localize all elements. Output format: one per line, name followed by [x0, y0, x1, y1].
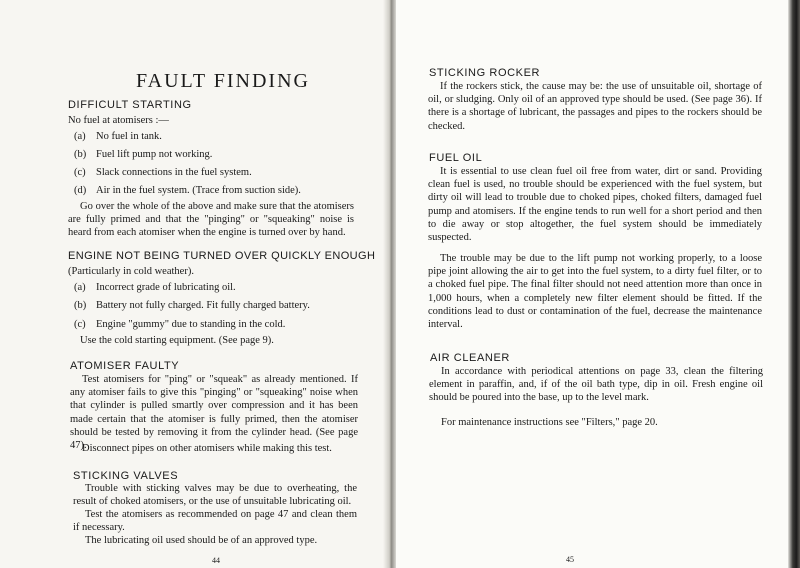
heading-fuel-oil: FUEL OIL: [429, 152, 483, 164]
engine-not-turned-note: Use the cold starting equipment. (See page 9).: [80, 335, 274, 346]
list-item: (c) Engine "gummy" due to standing in the cold.: [74, 319, 286, 330]
difficult-starting-paragraph: Go over the whole of the above and make sure that the atomisers are fully primed and that the "pinging" or "squeaking" noise is heard from each atomiser when the engine is turned over by hand.: [68, 201, 354, 239]
heading-atomiser-faulty: ATOMISER FAULTY: [70, 360, 180, 372]
sticking-rocker-paragraph: If the rockers stick, the cause may be: the use of unsuitable oil, shortage of oil, or sludging. Only oil of an approved type should be used. (See page 36). If there is a shortage of lubricant, the passages and pipes to the rockers should be checked.: [428, 81, 762, 132]
air-cleaner-paragraph-1: In accordance with periodical attentions on page 33, clean the filtering element in paraffin, and, if of the oil bath type, dip in oil. Fresh engine oil should be poured into the base, up to the level mark.: [429, 366, 763, 404]
sticking-valves-paragraph-1: Trouble with sticking valves may be due to overheating, the result of choked atomisers, or the use of unsuitable lubricating oil.: [73, 483, 357, 508]
right-page: [396, 0, 800, 568]
page-title: FAULT FINDING: [136, 70, 310, 92]
atomiser-faulty-note: Disconnect pipes on other atomisers while making this test.: [82, 443, 332, 454]
list-item: (b) Fuel lift pump not working.: [74, 149, 213, 160]
page-number-right: 45: [566, 555, 574, 564]
heading-sticking-valves: STICKING VALVES: [73, 470, 179, 482]
page-number-left: 44: [212, 556, 220, 565]
engine-not-turned-intro: (Particularly in cold weather).: [68, 266, 194, 277]
air-cleaner-paragraph-2: For maintenance instructions see "Filters," page 20.: [441, 417, 658, 428]
sticking-valves-paragraph-3: The lubricating oil used should be of an approved type.: [85, 535, 318, 546]
heading-difficult-starting: DIFFICULT STARTING: [68, 99, 192, 111]
list-item: (c) Slack connections in the fuel system.: [74, 167, 252, 178]
heading-air-cleaner: AIR CLEANER: [430, 352, 510, 364]
list-item: (d) Air in the fuel system. (Trace from suction side).: [74, 185, 301, 196]
fuel-oil-paragraph-2: The trouble may be due to the lift pump not working properly, to a loose pipe joint allowing the air to get into the fuel system, to a dirty fuel filter, or to a choked fuel pipe. The final filter should not need attention more than once in 1,000 hours, when a completely new filter element should be fitted. If the conditions lead to dust or contamination of the fuel, decrease the maintenance interval.: [428, 253, 762, 331]
sticking-valves-paragraph-2: Test the atomisers as recommended on page 47 and clean them if necessary.: [73, 509, 357, 534]
heading-engine-not-turned: ENGINE NOT BEING TURNED OVER QUICKLY ENOUGH: [68, 250, 376, 262]
left-page: [0, 0, 396, 568]
book-gutter: [383, 0, 397, 568]
atomiser-faulty-paragraph: Test atomisers for "ping" or "squeak" as already mentioned. If any atomiser fails to give this "pinging" or "squeaking" noise when that cylinder is pulled smartly over compression and it has been made certain that the atomiser is fully primed, then the atomiser should be tested by removing it from the cylinder head. (See page 47).: [70, 374, 358, 452]
page-edge-shadow: [788, 0, 800, 568]
list-item: (a) No fuel in tank.: [74, 131, 162, 142]
list-item: (a) Incorrect grade of lubricating oil.: [74, 282, 236, 293]
difficult-starting-intro: No fuel at atomisers :—: [68, 115, 169, 126]
fuel-oil-paragraph-1: It is essential to use clean fuel oil free from water, dirt or sand. Providing clean fuel is used, no trouble should be experienced with the fuel system, but dirty oil will lead to trouble due to choked pipes, choked filters, damaged fuel pump and atomisers. If the engine tends to run well for a short period and then to die away or stop altogether, the fuel system should be immediately suspected.: [428, 166, 762, 244]
list-item: (b) Battery not fully charged. Fit fully charged battery.: [74, 300, 310, 311]
heading-sticking-rocker: STICKING ROCKER: [429, 67, 541, 79]
